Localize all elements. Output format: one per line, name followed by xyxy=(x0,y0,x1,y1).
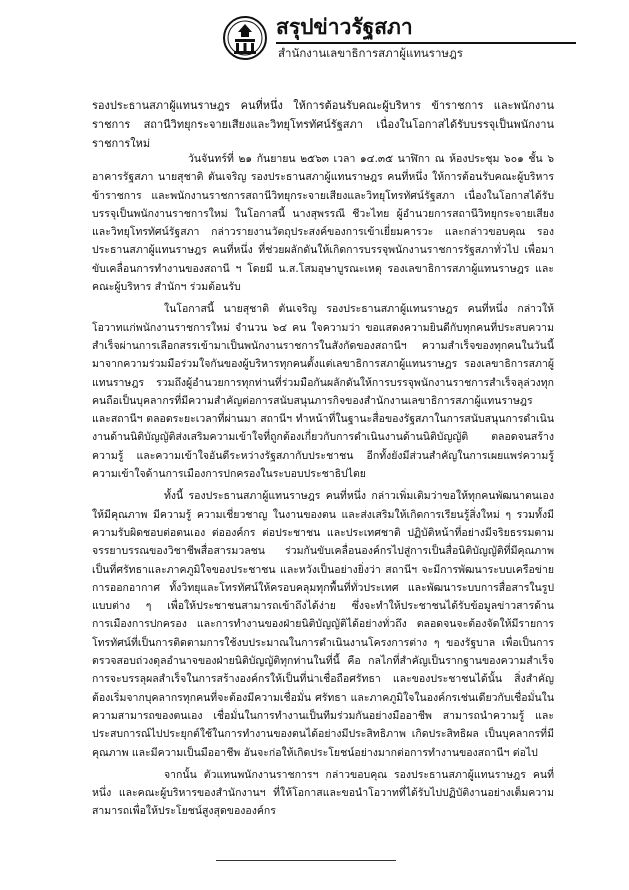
article-paragraph-1: วันจันทร์ที่ ๒๑ กันยายน ๒๕๖๓ เวลา ๑๔.๓๕ นาฬิกา ณ ห้องประชุม ๖๐๑ ชั้น ๖ อาคารรัฐสภา นายสุชาติ ตันเจริญ รองประธานสภาผู้แทนราษฎร คนที่หนึ่ง ให้การต้อนรับคณะผู้บริหาร ข้าราชการ และพนักงานราชการสถานีวิทยุกระจายเสียงและวิทยุโทรทัศน์รัฐสภา เนื่องในโอกาสได้รับบรรจุเป็นพนักงานราชการใหม่ ในโอกาสนี้ นางสุพรรณี ชีวะไทย ผู้อำนวยการสถานีวิทยุกระจายเสียงและวิทยุโทรทัศน์รัฐสภา กล่าวรายงานวัตถุประสงค์ของการเข้าเยี่ยมคารวะ และกล่าวขอบคุณ รองประธานสภาผู้แทนราษฎร คนที่หนึ่ง ที่ช่วยผลักดันให้เกิดการบรรจุพนักงานราชการรัฐสภาทั่วไป เพื่อมาขับเคลื่อนการทำงานของสถานี ฯ โดยมี น.ส.โสมอุษาบูรณะเหตุ รองเลขาธิการสภาผู้แทนราษฎร และคณะผู้บริหาร สำนักฯ ร่วมต้อนรับ xyxy=(92,153,554,294)
bulletin-title: สรุปข่าวรัฐสภา xyxy=(276,15,413,39)
end-of-article-rule xyxy=(216,860,396,861)
office-name: สำนักงานเลขาธิการสภาผู้แทนราษฎร xyxy=(278,46,463,60)
title-underline xyxy=(276,42,576,44)
article-body xyxy=(92,150,554,821)
article-paragraph-3: ทั้งนี้ รองประธานสภาผู้แทนราษฎร คนที่หนึ่ง กล่าวเพิ่มเติมว่าขอให้ทุกคนพัฒนาตนเองให้มีคุณภาพ มีความรู้ ความเชี่ยวชาญ ในงานของตน และส่งเสริมให้เกิดการเรียนรู้สิ่งใหม่ ๆ รวมทั้งมีความรับผิดชอบต่อตนเอง ต่อองค์กร ต่อประชาชน และประเทศชาติ ปฏิบัติหน้าที่อย่างมีจริยธรรมตามจรรยาบรรณของวิชาชีพสื่อสารมวลชน ร่วมกันขับเคลื่อนองค์กรไปสู่การเป็นสื่อนิติบัญญัติที่มีคุณภาพเป็นที่ศรัทธาและภาคภูมิใจของประชาชน และหวังเป็นอย่างยิ่งว่า สถานีฯ จะมีการพัฒนาระบบเครือข่ายการออกอากาศ ทั้งวิทยุและโทรทัศน์ให้ครอบคลุมทุกพื้นที่ทั่วประเทศ และพัฒนาระบบการสื่อสารในรูปแบบต่าง ๆ เพื่อให้ประชาชนสามารถเข้าถึงได้ง่าย ซึ่งจะทำให้ประชาชนได้รับข้อมูลข่าวสารด้านการเมืองการปกครอง และการทำงานของฝ่ายนิติบัญญัติได้อย่างทั่วถึง ตลอดจนจะต้องจัดให้มีรายการโทรทัศน์ที่เป็นการติดตามการใช้งบประมาณในการดำเนินงานโครงการต่าง ๆ ของรัฐบาล เพื่อเป็นการตรวจสอบถ่วงดุลอำนาจของฝ่ายนิติบัญญัติทุกท่านในที่นี้ คือ กลไกที่สำคัญเป็นรากฐานของความสำเร็จ การจะบรรลุผลสำเร็จในการสร้างองค์กรให้เป็นที่น่าเชื่อถือศรัทธา และของประชาชนได้นั้น สิ่งสำคัญต้องเริ่มจากบุคลากรทุกคนที่จะต้องมีความเชื่อมั่น ศรัทธา และภาคภูมิใจในองค์กรเช่นเดียวกับเชื่อมั่นในความสามารถของตนเอง เชื่อมั่นในการทำงานเป็นทีมร่วมกันอย่างมืออาชีพ สามารถนำความรู้ และประสบการณ์ไปประยุกต์ใช้ในการทำงานของตนได้อย่างมีประสิทธิภาพ เกิดประสิทธิผล เป็นบุคลากรที่มีคุณภาพ และมีความเป็นมืออาชีพ อันจะก่อให้เกิดประโยชน์อย่างมากต่อการทำงานของสถานีฯ ต่อไป xyxy=(92,490,554,759)
parliament-emblem-icon xyxy=(222,15,268,61)
article-paragraph-4: จากนั้น ตัวแทนพนักงานราชการฯ กล่าวขอบคุณ รองประธานสภาผู้แทนราษฎร คนที่หนึ่ง และคณะผู้บริหารของสำนักงานฯ ที่ให้โอกาสและขอนำโอวาทที่ได้รับไปปฏิบัติงานอย่างเต็มความสามารถเพื่อให้ประโยชน์สูงสุดขององค์กร xyxy=(92,768,554,818)
news-headline: รองประธานสภาผู้แทนราษฎร คนที่หนึ่ง ให้การต้อนรับคณะผู้บริหาร ข้าราชการ และพนักงานราชการ สถานีวิทยุกระจายเสียงและวิทยุโทรทัศน์รัฐสภา เนื่องในโอกาสได้รับบรรจุเป็นพนักงานราชการใหม่ xyxy=(92,99,554,150)
article-paragraph-2: ในโอกาสนี้ นายสุชาติ ตันเจริญ รองประธานสภาผู้แทนราษฎร คนที่หนึ่ง กล่าวให้โอวาทแก่พนักงานราชการใหม่ จำนวน ๖๔ คน ใจความว่า ขอแสดงความยินดีกับทุกคนที่ประสบความสำเร็จผ่านการเลือกสรรเข้ามาเป็นพนักงานราชการในสังกัดของสถานีฯ ความสำเร็จของทุกคนในวันนี้ มาจากความร่วมมือร่วมใจกันของผู้บริหารทุกคนตั้งแต่เลขาธิการสภาผู้แทนราษฎร รองเลขาธิการสภาผู้แทนราษฎร รวมถึงผู้อำนวยการทุกท่านที่ร่วมมือกันผลักดันให้การบรรจุพนักงานราชการสำเร็จลุล่วงทุกคนถือเป็นบุคลากรที่มีความสำคัญต่อการสนับสนุนภารกิจของสำนักงานเลขาธิการสภาผู้แทนราษฎร และสถานีฯ ตลอดระยะเวลาที่ผ่านมา สถานีฯ ทำหน้าที่ในฐานะสื่อของรัฐสภาในการสนับสนุนการดำเนินงานด้านนิติบัญญัติส่งเสริมความเข้าใจที่ถูกต้องเกี่ยวกับการดำเนินงานด้านนิติบัญญัติ ตลอดจนสร้างความรู้ และความเข้าใจอันดีระหว่างรัฐสภากับประชาชน อีกทั้งยังมีส่วนสำคัญในการเผยแพร่ความรู้ความเข้าใจด้านการเมืองการปกครองในระบอบประชาธิปไตย xyxy=(92,303,554,481)
